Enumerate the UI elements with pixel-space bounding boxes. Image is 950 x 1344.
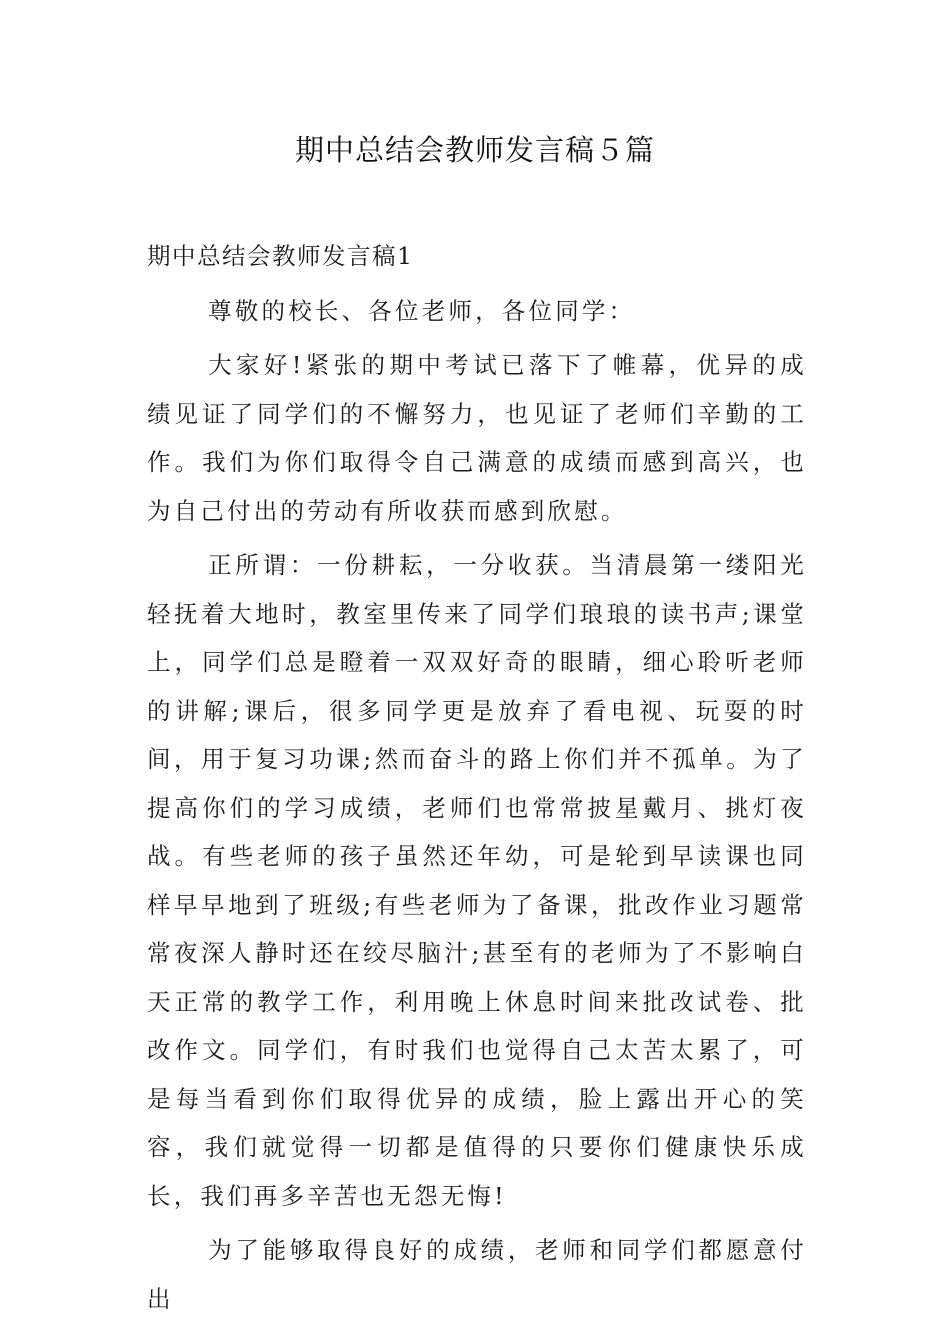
- paragraph-3: 为了能够取得良好的成绩，老师和同学们都愿意付出: [147, 1236, 807, 1313]
- greeting-line: 尊敬的校长、各位老师，各位同学：: [208, 296, 636, 325]
- document-title: 期中总结会教师发言稿５篇: [294, 133, 655, 167]
- document-body: [147, 232, 807, 1329]
- paragraph-1: 大家好!紧张的期中考试已落下了帷幕，优异的成绩见证了同学们的不懈努力，也见证了老师们辛勤的工作。我们为你们取得令自己满意的成绩而感到高兴，也为自己付出的劳动有所收获而感到欣慰。: [147, 351, 807, 525]
- section-heading: 期中总结会教师发言稿1: [147, 242, 414, 270]
- paragraph-2: 正所谓：一份耕耘，一分收获。当清晨第一缕阳光轻抚着大地时，教室里传来了同学们琅琅的读书声;课堂上，同学们总是瞪着一双双好奇的眼睛，细心聆听老师的讲解;课后，很多同学更是放弃了看电视、玩耍的时间，用于复习功课;然而奋斗的路上你们并不孤单。为了提高你们的学习成绩，老师们也常常披星戴月、挑灯夜战。有些老师的孩子虽然还年幼，可是轮到早读课也同样早早地到了班级;有些老师为了备课，批改作业习题常常夜深人静时还在绞尽脑汁;甚至有的老师为了不影响白天正常的教学工作，利用晚上休息时间来批改试卷、批改作文。同学们，有时我们也觉得自己太苦太累了，可是每当看到你们取得优异的成绩，脸上露出开心的笑容，我们就觉得一切都是值得的只要你们健康快乐成长，我们再多辛苦也无怨无悔!: [147, 551, 807, 1210]
